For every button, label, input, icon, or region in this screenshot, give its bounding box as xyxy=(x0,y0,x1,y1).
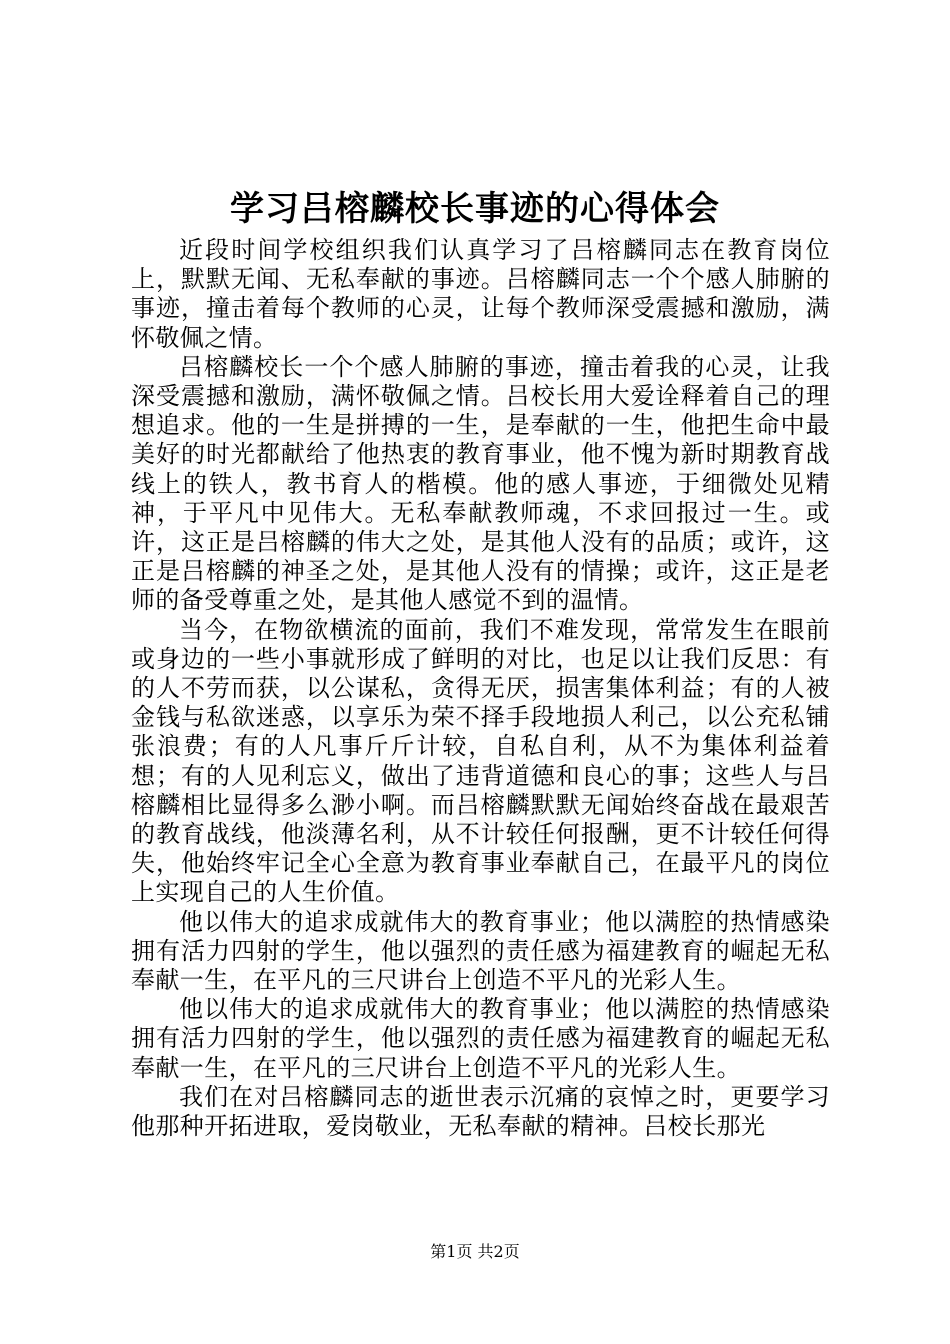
document-title: 学习吕榕麟校长事迹的心得体会 xyxy=(230,189,720,229)
paragraph-1: 近段时间学校组织我们认真学习了吕榕麟同志在教育岗位上，默默无闻、无私奉献的事迹。吕榕麟同志一个个感人肺腑的事迹，撞击着每个教师的心灵，让每个教师深受震撼和激励，满怀敬佩之情。 xyxy=(131,236,830,352)
paragraph-3: 当今，在物欲横流的面前，我们不难发现，常常发生在眼前或身边的一些小事就形成了鲜明的对比，也足以让我们反思：有的人不劳而获，以公谋私，贪得无厌，损害集体利益；有的人被金钱与私欲迷惑，以享乐为荣不择手段地损人利己，以公充私铺张浪费；有的人凡事斤斤计较，自私自利，从不为集体利益着想；有的人见利忘义，做出了违背道德和良心的事；这些人与吕榕麟相比显得多么渺小啊。而吕榕麟默默无闻始终奋战在最艰苦的教育战线，他淡薄名利，从不计较任何报酬，更不计较任何得失，他始终牢记全心全意为教育事业奉献自己，在最平凡的岗位上实现自己的人生价值。 xyxy=(131,615,830,907)
paragraph-5: 他以伟大的追求成就伟大的教育事业；他以满腔的热情感染拥有活力四射的学生，他以强烈的责任感为福建教育的崛起无私奉献一生，在平凡的三尺讲台上创造不平凡的光彩人生。 xyxy=(131,995,830,1082)
paragraph-2: 吕榕麟校长一个个感人肺腑的事迹，撞击着我的心灵，让我深受震撼和激励，满怀敬佩之情。吕校长用大爱诠释着自己的理想追求。他的一生是拼搏的一生，是奉献的一生，他把生命中最美好的时光都献给了他热衷的教育事业，他不愧为新时期教育战线上的铁人，教书育人的楷模。他的感人事迹，于细微处见精神，于平凡中见伟大。无私奉献教师魂，不求回报过一生。或许，这正是吕榕麟的伟大之处，是其他人没有的品质；或许，这正是吕榕麟的神圣之处，是其他人没有的情操；或许，这正是老师的备受尊重之处，是其他人感觉不到的温情。 xyxy=(131,352,830,615)
document-body xyxy=(131,236,830,1141)
paragraph-4: 他以伟大的追求成就伟大的教育事业；他以满腔的热情感染拥有活力四射的学生，他以强烈的责任感为福建教育的崛起无私奉献一生，在平凡的三尺讲台上创造不平凡的光彩人生。 xyxy=(131,907,830,995)
page-footer: 第1页 共2页 xyxy=(430,1242,520,1261)
paragraph-6: 我们在对吕榕麟同志的逝世表示沉痛的哀悼之时，更要学习他那种开拓进取，爱岗敬业，无私奉献的精神。吕校长那光 xyxy=(131,1082,830,1141)
